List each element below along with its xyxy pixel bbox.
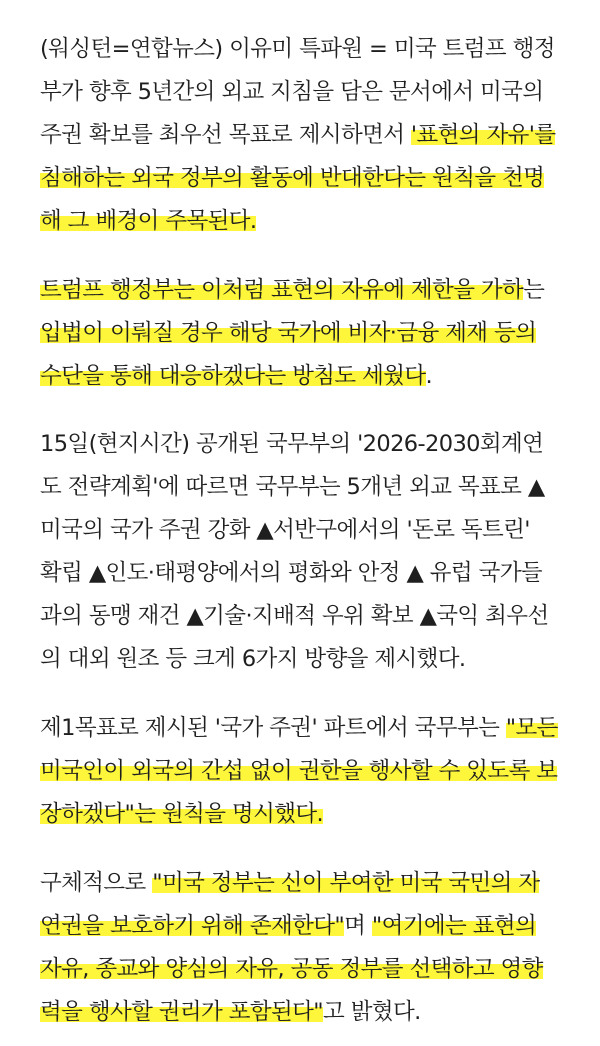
paragraph-5-line-1: [40, 863, 539, 903]
text-segment: 제1목표로 제시된 '국가 주권' 파트에서 국무부는: [40, 715, 506, 741]
paragraph-3-line-4: [40, 553, 542, 593]
text-segment: 구체적으로: [40, 870, 153, 896]
highlighted-text: 침해하는 외국 정부의 활동에 반대한다는 원칙을 천명: [40, 165, 545, 191]
paragraph-5-line-2: [40, 906, 536, 946]
paragraph-5-line-4: [40, 992, 421, 1032]
paragraph-1-line-4: [40, 158, 544, 198]
text-segment: 부가 향후 5년간의 외교 지침을 담은 문서에서 미국의: [40, 79, 544, 105]
text-segment: 15일(현지시간) 공개된 국무부의 '2026-2030회계연: [40, 431, 544, 457]
text-segment: 미국의 국가 주권 강화 ▲서반구에서의 '돈로 독트린': [40, 517, 530, 543]
paragraph-1-line-3: [40, 115, 555, 155]
highlighted-text: 미국인이 외국의 간섭 없이 권한을 행사할 수 있도록 보: [40, 758, 558, 784]
paragraph-4-line-2: [40, 751, 557, 791]
highlighted-text: 연권을 보호하기 위해 존재한다": [40, 913, 345, 939]
text-segment: 의 대외 원조 등 크게 6가지 방향을 제시했다.: [40, 646, 466, 672]
text-segment: (워싱턴=연합뉴스) 이유미 특파원 = 미국 트럼프 행정: [40, 36, 555, 62]
text-segment: .: [425, 363, 433, 389]
highlighted-text: '표현의 자유'를: [410, 122, 556, 148]
paragraph-2-line-2: [40, 313, 536, 353]
highlighted-text: "모든: [505, 715, 558, 741]
paragraph-3-line-2: [40, 467, 545, 507]
paragraph-1-line-1: [40, 29, 555, 69]
text-segment: 고 밝혔다.: [323, 999, 421, 1025]
paragraph-3-line-5: [40, 596, 549, 636]
paragraph-3-line-3: [40, 510, 530, 550]
paragraph-2-line-3: [40, 356, 432, 396]
highlighted-text: "미국 정부는 신이 부여한 미국 국민의 자: [152, 870, 540, 896]
highlighted-text: 력을 행사할 권리가 포함된다": [40, 999, 324, 1025]
text-segment: 과의 동맹 재건 ▲기술·지배적 우위 확보 ▲국익 최우선: [40, 603, 549, 629]
paragraph-2-line-1: [40, 270, 544, 310]
text-segment: 확립 ▲인도·태평양에서의 평화와 안정 ▲ 유럽 국가들: [40, 560, 542, 586]
text-segment: 며: [344, 913, 372, 939]
paragraph-3-line-1: [40, 424, 543, 464]
highlighted-text: "여기에는 표현의: [371, 913, 537, 939]
paragraph-4-line-3: [40, 794, 323, 834]
paragraph-4-line-1: [40, 708, 558, 748]
text-segment: 도 전략계획'에 따르면 국무부는 5개년 외교 목표로 ▲: [40, 474, 545, 500]
text-segment: 는: [523, 277, 545, 303]
paragraph-3-line-6: [40, 639, 465, 679]
text-segment: 주권 확보를 최우선 목표로 제시하면서: [40, 122, 411, 148]
highlighted-text: 입법이 이뤄질 경우 해당 국가에 비자·금융 제재 등의: [40, 320, 537, 346]
highlighted-text: 해 그 배경이 주목된다.: [40, 208, 257, 234]
paragraph-5-line-3: [40, 949, 543, 989]
highlighted-text: 자유, 종교와 양심의 자유, 공동 정부를 선택하고 영향: [40, 956, 543, 982]
paragraph-1-line-2: [40, 72, 543, 112]
highlighted-text: 수단을 통해 대응하겠다는 방침도 세웠다: [40, 363, 426, 389]
paragraph-1-line-5: [40, 201, 256, 241]
highlighted-text: 트럼프 행정부는 이처럼 표현의 자유에 제한을 가하: [40, 277, 524, 303]
highlighted-text: 장하겠다"는 원칙을 명시했다.: [40, 801, 324, 827]
